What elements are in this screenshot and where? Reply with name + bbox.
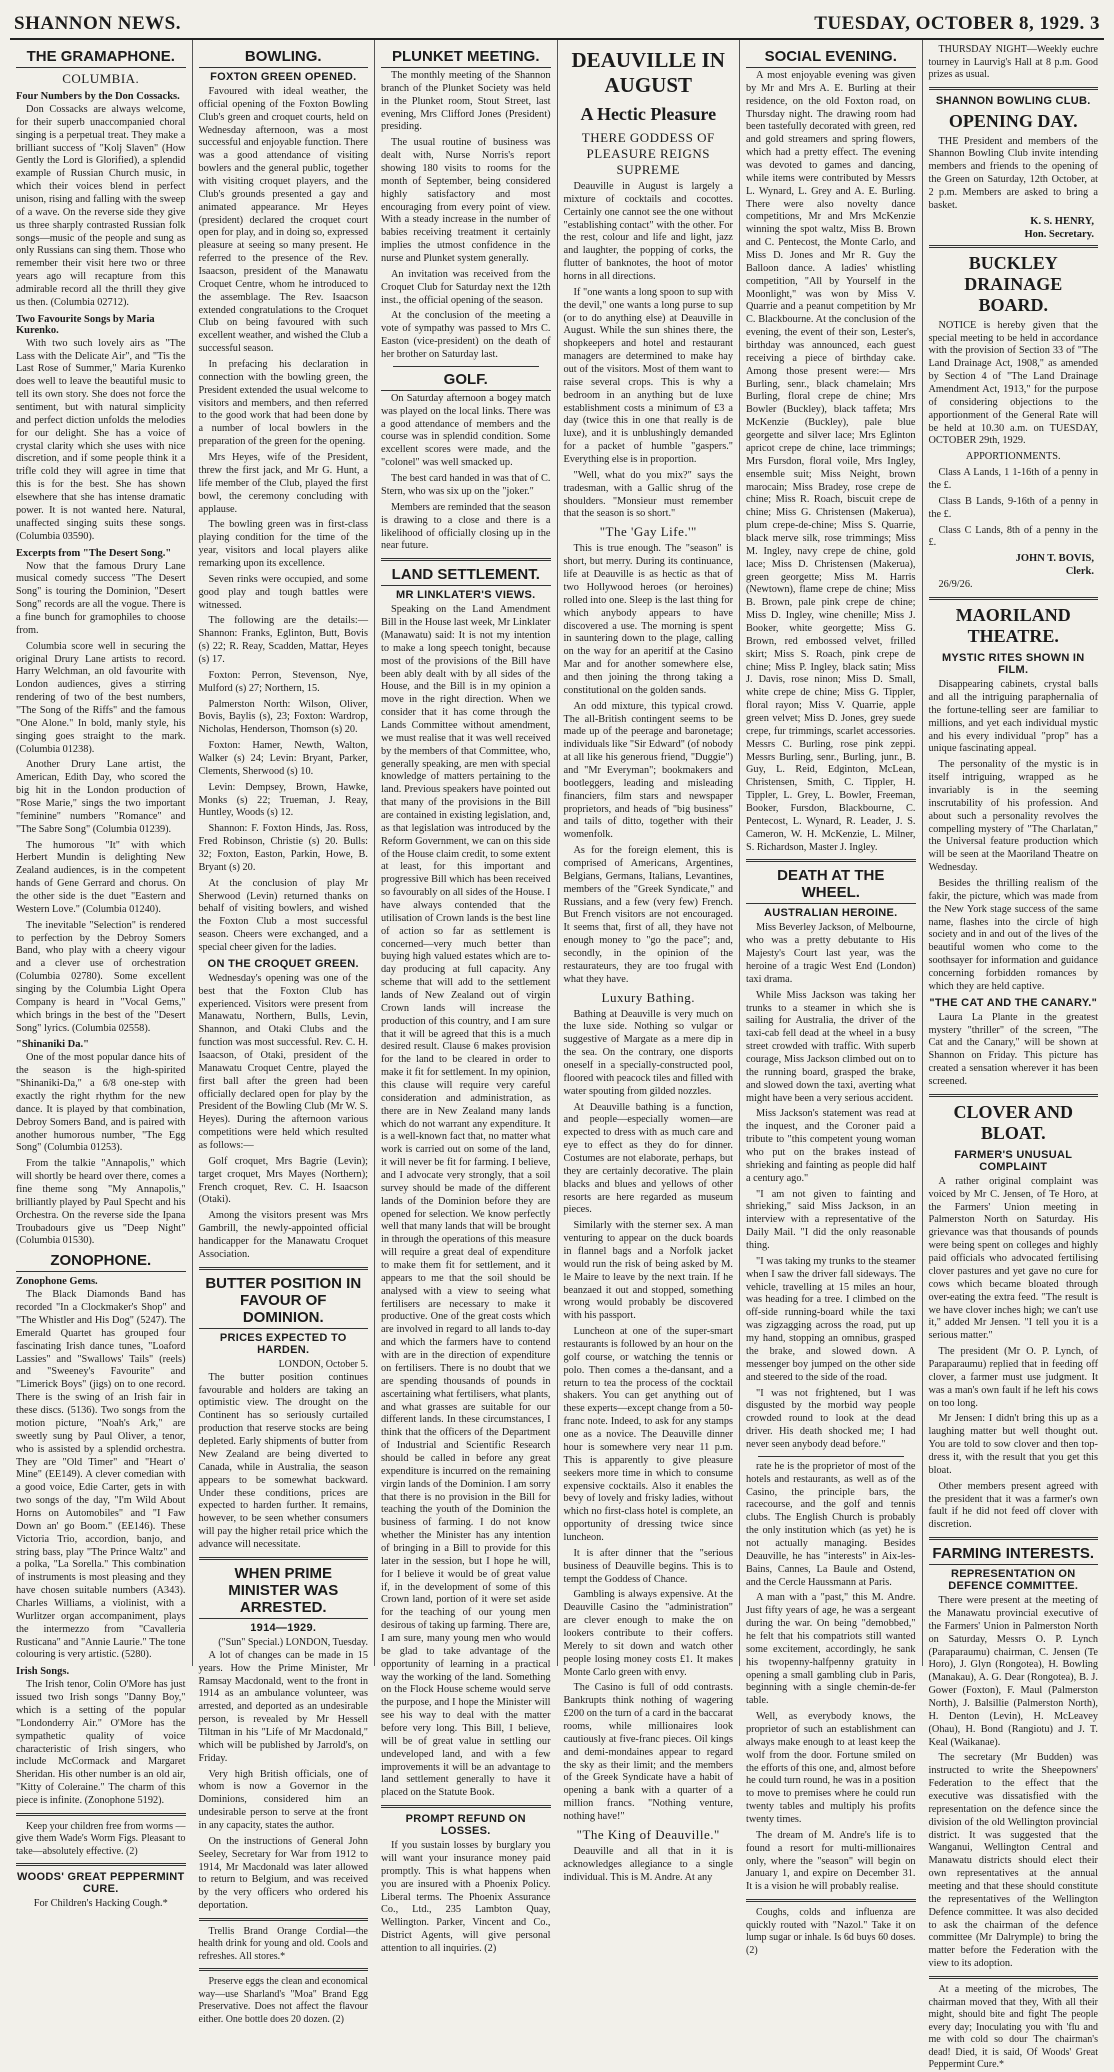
golf-heading: GOLF.	[381, 371, 551, 391]
gramaphone-heading: THE GRAMAPHONE.	[16, 48, 186, 68]
divider	[929, 597, 1099, 600]
article-paragraph: Class A Lands, 1 1-16th of a penny in the £.	[928, 467, 1098, 491]
prime-minister-heading: WHEN PRIME MINISTER WAS ARRESTED.	[199, 1565, 369, 1619]
article-subtitle: "Shinaniki Da."	[16, 1039, 89, 1051]
signature-title: Hon. Secretary.	[1024, 228, 1094, 240]
divider	[929, 1537, 1099, 1540]
article-paragraph: Shannon: F. Foxton Hinds, Jas. Ross, Fred Robinson, Christie (s) 20. Bulls: 32; Foxton, Easton, Parkin, Howe, B. Bryant (s) 20.	[198, 823, 368, 873]
column-5	[740, 40, 923, 1956]
article-paragraph: NOTICE is hereby given that the special meeting to be held in accordance with the provision of Section 33 of "The Land Drainage Act, 1908," as amended by Section 4 of "The Land Drainage Amendment Act, 1913," for the purpose of considering objections to the apportionment of the General Rate will be held at 10.30 a.m. on TUESDAY, OCTOBER 29th, 1929.	[928, 319, 1098, 447]
plunket-heading: PLUNKET MEETING.	[381, 48, 551, 68]
deauville-subheading: A Hectic Pleasure	[580, 104, 717, 124]
masthead	[10, 6, 1104, 40]
article-paragraph: The best card handed in was that of C. Stern, who was six up on the "joker."	[381, 473, 551, 497]
article-paragraph: Miss Beverley Jackson, of Melbourne, who was a pretty debutante to His Majesty's Court last year, was the heroine of a tragic West End (London) taxi drama.	[746, 922, 916, 985]
article-paragraph: A rather original complaint was voiced by Mr C. Jensen, of Te Horo, at the Farmers' Union meeting in Palmerston North on Saturday. His grievance was that thousands of pounds were being spent on colleges and highly paid officials who advocated fertilising clover pastures and yet gave no cure for cows which became bloated through over-eating the extra feed. "The result is we have clover inches high; we can't use it," added Mr Jensen. "I tell you it is a serious matter."	[928, 1175, 1098, 1342]
article-paragraph: rate he is the proprietor of most of the hotels and restaurants, as well as of the Casino, the principle bars, the racecourse, and the golf and tennis clubs. The English Church is probably the only institution which (as yet) he is not actually managing. Besides Deauville, he has "interests" in Aix-les-Bains, Cannes, La Baule and Ostend, and the Cercle Haussmann at Paris.	[746, 1460, 916, 1588]
divider	[929, 1094, 1099, 1097]
divider	[199, 1557, 369, 1560]
article-paragraph: Wednesday's opening was one of the best that the Foxton Club has experienced. Visitors were present from Manawatu, Northern, Bulls, Levin, Shannon, and Otaki Clubs and the function was most successful. Rev. C. H. Isaacson, of Otaki, president of the Manawatu Croquet Centre, played the first ball after the green had been officially declared open for play by the President of the Bowling Club (Mr W. S. Heyes). During the afternoon various competitions were held which resulted as follows:—	[198, 972, 368, 1152]
divider	[929, 245, 1099, 248]
columns	[10, 40, 1104, 2071]
drainage-board-heading: BUCKLEY DRAINAGE BOARD.	[964, 252, 1063, 315]
prime-minister-subheading: 1914—1929.	[250, 1621, 317, 1634]
article-paragraph: With two such lovely airs as "The Lass with the Delicate Air", and "Tis the Last Rose of Summer," Maria Kurenko does well to leave the beautiful music to tell its own story. She does not force the sentiment, but with natural simplicity and perfect diction unfolds the melodies for our delight. She has a voice of crystal clarity which she uses with nice discretion, and if some people think it a trifle cold they will agree in time that this is for the best. She has shown elsewhere that she has intense dramatic power. It is not wanted here. Natural, unaffected singing suits these songs. (Columbia 03590).	[16, 337, 186, 542]
cat-canary-subheading: "THE CAT AND THE CANARY."	[929, 996, 1098, 1009]
article-paragraph: "I was taking my trunks to the steamer when I saw the driver fall sideways. The vehicle, travelling at 15 miles an hour, was heading for a tree. I climbed on the off-side running-board while the taxi was zigzagging across the road, put up my hand, stopping an omnibus, grasped the brake, and slowed down. A messenger boy jumped on the other side and steered to the side of the road.	[746, 1255, 916, 1383]
advert-moa: Preserve eggs the clean and economical way—use Sharland's "Moa" Brand Egg Preservative. Does not affect the flavour either. One bottle does 20 dozen. (2)	[198, 1976, 368, 2025]
article-paragraph: Other members present agreed with the president that it was a farmer's own fault if he did not feed off clover with discretion.	[928, 1480, 1098, 1531]
article-paragraph: The secretary (Mr Budden) was instructed to write the Sheepowners' Federation to the effect that the executive was dissatisfied with the representation on the defence since the division of the old Wellington provincial district. It was suggested that the Wanganui, Wellington Central and Manawatu districts should elect their own representatives at the annual meeting and that these should constitute the representatives of the Wellington Defence committee. It was also decided to ask the chairman of the defence committee (Mr Dalrymple) to bring the matter before the Federation with the view to its adoption.	[928, 1752, 1098, 1970]
article-paragraph: Deauville and all that in it is acknowledges allegiance to a single individual. This is M. Andre. At any	[563, 1845, 733, 1883]
divider	[16, 1863, 186, 1866]
bowling-subheading: FOXTON GREEN OPENED.	[210, 71, 357, 83]
article-paragraph: Don Cossacks are always welcome, for their superb unaccompanied choral singing is a perpetual treat. They make a brilliant success of "Kolj Slaven" (How Gently the Lord is Glorified), a splendid example of Russian Church music, in which their voices blend in perfect unison, rising and falling with the sweep of a wave. On the reverse side they give us three sharply contrasted Russian folk songs—music of the people and sung as only Russians can sing them. Those who remember their visit here two or three years ago will recapture from this admirable record all the thrill they give us then. (Columbia 02712).	[16, 104, 186, 308]
article-paragraph: One of the most popular dance hits of the season is the high-spirited "Shinaniki-Da," a 6/8 one-step with exactly the right rhythm for the new dance. It is played by that combination, Debroy Somers Band, and is paired with another humorous number, "The Egg Song" (Columbia 01253).	[16, 1052, 186, 1154]
column-1	[10, 40, 193, 1910]
article-paragraph: Besides the thrilling realism of the fakir, the picture, which was made from the New York stage success of the same name, flashes into the circle of high society and in and out of the lives of the beautiful women who come to the soothsayer for information and guidance concerning forbidden romances by which they are held captive.	[928, 878, 1098, 992]
article-paragraph: At Deauville bathing is a function, and people—especially women—are expected to dress with as much care and eye to effect as they do for dinner. Costumes are not elaborate, perhaps, but they are certainly decorative. The plain blacks and blues and yellows of other resorts are here regarded as museum pieces.	[563, 1101, 733, 1216]
article-paragraph: A lot of changes can be made in 15 years. How the Prime Minister, Mr Ramsay Macdonald, went to the front in 1914 as an ambulance volunteer, was arrested, and deported as an undesirable person, is revealed by Mr Hessell Tiltman in his "Life of Mr Macdonald," which will be published by Jarrold's, on Friday.	[198, 1649, 368, 1764]
death-at-wheel-heading: DEATH AT THE WHEEL.	[746, 867, 916, 904]
divider	[16, 1813, 186, 1816]
bowling-heading: BOWLING.	[199, 48, 369, 68]
divider	[758, 1456, 904, 1457]
article-paragraph: As for the foreign element, this is comprised of Americans, Argentines, Belgians, Germans, Italians, Levantines, members of the "Greek Syndicate," and Russians, and a few (very few) French. But French visitors are not encouraged. It seems that, first of all, they have not enough money to "go the pace"; and, secondly, in the opinion of the restaurateurs, they are too frugal with what they have.	[563, 845, 733, 985]
zonophone-heading: ZONOPHONE.	[16, 1252, 186, 1272]
article-paragraph: The Casino is full of odd contrasts. Bankrupts think nothing of wagering £200 on the turn of a card in the baccarat rooms, while millionaires look cautiously at five-franc pieces. Oil kings and demi-mondaines appear to regard the sky as their limit; and the members of the Greek Syndicate have a habit of opening a bank with a quarter of a million francs. "Nothing venture, nothing have!"	[563, 1682, 733, 1822]
article-paragraph: This is true enough. The "season" is short, but merry. During its continuance, life at Deauville is as hectic as that of two Hollywood heroes (or heroines) rolled into one. Sleep is the last thing for which anybody appears to have discovered a use. The morning is spent in sauntering down to the plage, calling on the way for an aperitif at the Casino Mar and for another somewhere else, and then joining the throng taking a constitutional on the golden sands.	[563, 543, 733, 696]
article-paragraph: Luncheon at one of the super-smart restaurants is followed by an hour on the golf course, or watching the tennis or polo. Then comes a the-dansant, and a return to tea the process of the cocktail shakers. You can get anything out of these experts—except change from a 50-franc note. Indeed, to ask for any stamps one as a novice. The Deauville dinner hour is somewhere very near 11 p.m. This is apparently to give pleasure seekers more time in which to consume expensive cocktails. Also it enables the bevy of lovely and frisky ladies, without which no first-class hotel is complete, an opportunity of dressing twice since luncheon.	[563, 1326, 733, 1543]
article-paragraph: At the conclusion of play Mr Sherwood (Levin) returned thanks on behalf of visiting bowlers, and wished the Foxton Club a most successful season. Cheers were exchanged, and a special cheer given for the ladies.	[198, 877, 368, 953]
deauville-tagline: THERE GODDESS OF PLEASURE REIGNS SUPREME	[581, 130, 715, 177]
divider	[381, 558, 551, 561]
article-paragraph: If you sustain losses by burglary you will want your insurance money paid promptly. This is what happens when you are insured with a Phoenix Policy. Liberal terms. The Phoenix Assurance Co., Ltd., 235 Lambton Quay, Wellington. Parker, Vincent and Co., District Agents, will give personal attention to all inquiries. (2)	[381, 1840, 551, 1955]
article-subtitle: Irish Songs.	[16, 1666, 70, 1678]
article-paragraph: On the instructions of General John Seeley, Secretary for War from 1912 to 1914, Mr Macdonald was later allowed to return to Belgium, and was received by the very officers who ordered his deportation.	[198, 1835, 368, 1912]
article-subtitle: Zonophone Gems.	[16, 1276, 98, 1288]
article-paragraph: "I was not frightened, but I was disgusted by the morbid way people crowded round to look at the dead driver. His death shocked me; I had never seen anybody dead before."	[746, 1387, 916, 1450]
column-4	[558, 40, 741, 1883]
maoriland-subheading: MYSTIC RITES SHOWN IN FILM.	[941, 652, 1085, 677]
article-paragraph: The Irish tenor, Colin O'More has just issued two Irish songs "Danny Boy," which is a setting of the popular "Londonderry Air." O'More has the sympathetic quality of voice characteristic of Irish singers, who include McCormack and Margaret Sheridan. His other number is an old air, "Kitty of Coleraine." The charm of this piece is infinite. (Zonophone 5192).	[16, 1679, 186, 1806]
divider	[929, 87, 1099, 90]
butter-subheading: PRICES EXPECTED TO HARDEN.	[219, 1331, 347, 1356]
advert-woods-title: WOODS' GREAT PEPPERMINT CURE.	[16, 1871, 185, 1896]
article-paragraph: Similarly with the sterner sex. A man venturing to appear on the duck boards in flannel bags and a Norfolk jacket would run the risk of being asked by M. le Maire to leave by the next train. If he beanzaed it out and stopped, something wrong would probably be discovered with his passport.	[563, 1220, 733, 1322]
article-paragraph: Columbia score well in securing the original Drury Lane artists to record. Harry Welchman, an old favourite with London audiences, gives a stirring rendering of two of the best numbers, "The Song of the Riffs" and the famous "One Alone." In bold, manly style, his singing goes straight to the mark. (Columbia 01238).	[16, 640, 186, 755]
article-subtitle: Excerpts from "The Desert Song."	[16, 547, 172, 559]
article-paragraph: Class C Lands, 8th of a penny in the £.	[928, 524, 1098, 549]
apportionments-label: APPORTIONMENTS.	[965, 451, 1061, 463]
land-settlement-heading: LAND SETTLEMENT.	[381, 566, 551, 586]
farming-interests-subheading: REPRESENTATION ON DEFENCE COMMITTEE.	[948, 1568, 1079, 1593]
article-paragraph: The president (Mr O. P. Lynch, of Paraparaumu) replied that in feeding off clover, a farmer must use judgment. It was a man's own fault if he left his cows on too long.	[928, 1346, 1098, 1409]
clover-bloat-heading: CLOVER AND BLOAT.	[953, 1101, 1073, 1143]
article-paragraph: Well, as everybody knows, the proprietor of such an establishment can always make enough to at least keep the wolf from the door. Fortune smiled on the efforts of this one, and, almost before he could turn round, he was in a position to move to premises where he could run twenty tables and multiply his profits twenty times.	[746, 1711, 916, 1825]
divider	[393, 366, 539, 367]
article-paragraph: Palmerston North: Wilson, Oliver, Bovis, Baylis (s), 23; Foxton: Wardrop, Nicholas, Henderson, Thomson (s) 20.	[198, 698, 368, 736]
article-paragraph: It is after dinner that the "serious business of Deauville begins. This is to tempt the Goddess of Chance.	[563, 1547, 733, 1585]
article-paragraph: Another Drury Lane artist, the American, Edith Day, who scored the big hit in the London production of "Rose Marie," sings the two important "feminine" numbers "Romance" and "The Sabre Song" (Columbia 01239).	[16, 759, 186, 835]
opening-day-heading: OPENING DAY.	[948, 110, 1078, 131]
article-paragraph: Mrs Heyes, wife of the President, threw the first jack, and Mr G. Hunt, a life member of the Club, played the first bowl, the ceremony concluding with applause.	[198, 452, 368, 515]
butter-heading: BUTTER POSITION IN FAVOUR OF DOMINION.	[199, 1275, 369, 1329]
refund-heading: PROMPT REFUND ON LOSSES.	[405, 1813, 526, 1838]
article-paragraph: Laura La Plante in the greatest mystery "thriller" of the screen, "The Cat and the Canary," will be shown at Shannon on Friday. This picture has created a sensation wherever it has been screened.	[928, 1011, 1098, 1088]
signature: JOHN T. BOVIS,	[1015, 553, 1094, 565]
article-paragraph: From the talkie "Annapolis," which will shortly be heard over there, comes a fine theme song "My Annapolis," brilliantly played by Paul Specht and his Orchestra. On the reverse side the Ipana Troubadours give us "Deep Night" (Columbia 01530).	[16, 1158, 186, 1247]
article-paragraph: Deauville in August is largely a mixture of cocktails and cocottes. Certainly one cannot see the one without "establishing contact" with the other. For the rest, colour and life and light, jazz and laughter, the popping of corks, the flutter of banknotes, the hoot of motor horns in all directions.	[563, 181, 733, 283]
issue-date: TUESDAY, OCTOBER 8, 1929. 3	[814, 13, 1100, 34]
article-paragraph: Golf croquet, Mrs Bagrie (Levin); target croquet, Mrs Mayes (Northern); French croquet, Rev. C. H. Isaacson (Otaki).	[198, 1155, 368, 1206]
column-3	[375, 40, 558, 1955]
article-paragraph: The personality of the mystic is in itself intriguing, wrapped as he invariably is in the seeming inscrutability of his profession. And about such a personality revolves the compelling mystery of "The Charlatan," the Universal feature production which will be seen at the Maoriland Theatre on Wednesday.	[928, 759, 1098, 874]
article-paragraph: Levin: Dempsey, Brown, Hawke, Monks (s) 22; Trueman, J. Reay, Huntley, Woods (s) 12.	[198, 781, 368, 819]
column-2	[193, 40, 376, 2025]
column-6	[923, 40, 1105, 2071]
article-paragraph: Among the visitors present was Mrs Gambrill, the newly-appointed official handicapper for the Manawatu Croquet Association.	[198, 1210, 368, 1260]
article-paragraph: Very high British officials, one of whom is now a Governor in the Dominions, considered him an undesirable person to serve at the front in any capacity, states the author.	[198, 1768, 368, 1831]
article-subtitle: Two Favourite Songs by Maria Kurenko.	[16, 313, 155, 336]
article-paragraph: The bowling green was in first-class playing condition for the time of the year, visitors and local players alike remarking upon its excellence.	[198, 519, 368, 569]
article-paragraph: A man with a "past," this M. Andre. Just fifty years of age, he was a sergeant during the war. On being "demobbed," he felt that his compatriots still wanted some excitement, accordingly, he sank his twopenny-halfpenny gratuity in opening a small gambling club in Paris, beginning with a single chemin-de-fer table.	[746, 1592, 916, 1707]
article-paragraph: On Saturday afternoon a bogey match was played on the local links. There was a good attendance of members and the course was in splendid condition. Some excellent scores were made, and the "colonel" was well smacked up.	[381, 392, 551, 469]
signature: K. S. HENRY,	[1030, 215, 1094, 227]
divider	[746, 859, 916, 862]
article-paragraph: If "one wants a long spoon to sup with the devil," one wants a long purse to sup (or to do anything else) at Deauville in August. While the sun shines there, the shopkeepers and hotel and restaurant managers are determined to make hay out of the visitors. Most of them want to raise several crops. This is why a bedroom in an anything but de luxe establishment costs a minimum of £3 a day (twice this in one that really is de luxe), and it is unblushingly demanded for a packet of humble "gaspers." Everything else is in proportion.	[563, 286, 733, 466]
article-subtitle: Four Numbers by the Don Cossacks.	[16, 91, 180, 102]
article-paragraph: THE President and members of the Shannon Bowling Club invite intending members and friends to the opening of the Green on Saturday, 12th October, at 2 p.m. Members are asked to bring a basket.	[928, 135, 1098, 211]
article-paragraph: Foxton: Hamer, Newth, Walton, Walker (s) 24; Levin: Bryant, Parker, Clements, Sherwood (s) 10.	[198, 740, 368, 777]
advert-nazol: Coughs, colds and influenza are quickly routed with "Nazol." Take it on lump sugar or inhale. Is 6d buys 60 doses. (2)	[746, 1907, 916, 1956]
farming-interests-heading: FARMING INTERESTS.	[929, 1545, 1099, 1565]
article-paragraph: Gambling is always expensive. At the Deauville Casino the "administration" are clever enough to make the on lookers contribute to their coffers. Merely to sit down and watch other people losing money costs £1. It makes Monte Carlo green with envy.	[563, 1589, 733, 1678]
article-paragraph: Foxton: Perron, Stevenson, Nye, Mulford (s) 27; Northern, 15.	[198, 669, 368, 694]
article-paragraph: Speaking on the Land Amendment Bill in the House last week, Mr Linklater (Manawatu) said: It is not my intention to make a long speech tonight, because most of the provisions of the Bill have been ably dealt with by all sides of the House, and the Bill is in my opinion a move in the right direction. When we consider that it has come through the Lands Committee without amendment, we must realise that it was well received by the members of that Committee, who, generally speaking, are men with special knowledge of matters pertaining to the land. Previous speakers have pointed out that many of the provisions in the Bill are contained in existing legislation, and, as that legislation was introduced by the Reform Government, we can on this side of the House claim credit, to some extent at least, for this important and progressive Bill which has been received so favourably on all sides of the House. I have always contended that the utilisation of Crown lands is the best line of action so far as settlement is concerned—very much better than buying high valued estates which are to-day producing at full capacity. Any scheme that will add to the settlement lands of New Zealand out of virgin Crown lands will increase the production of this country, and I am sure that it will be agreed that this is a much desired result. Clause 6 makes provision for the land to be cleared in order to make it fit for settlement. In my opinion, this clause will require very careful consideration and administration, as there are in New Zealand many lands which do not warrant any expenditure. It is a well-known fact that, no matter what work is carried out on some of the land, it will never be fit for farming. I believe, and I advocate very strongly, that a soil survey should be made of the different lands of the Dominion before they are opened for selection. We know perfectly well that many lands that will be brought in through the operations of this measure will require a great deal of expenditure to make them fit for settlement, and it appears to me that the soil should be analysed with a view to seeing what fertilisers are necessary to make it productive. One of the great costs which are involved in regard to all lands to-day and which the farmers have to contend with are in the direction of expenditure on fertilisers. There is no doubt that we are spending thousands of pounds in ascertaining what fertilisers, what plants, and what grasses are suitable for our different lands. In these circumstances, I think that the officers of the Department of Industrial and Scientific Research should be called in before any great expenditure is incurred on the remaining virgin lands of the Dominion. I am sorry that there is no provision in the Bill for teaching the youth of the Dominion the business of farming. I do not know whether the Minister has any intention of bringing in a Bill to provide for this later in the session, but I hope he will, for I believe it would be of great value if, in the development of some of this Crown land, portion of it were set aside for the teaching of our young men desirous of taking up farming. There are, I am sure, many young men who would be glad to take advantage of the opportunity of learning in a practical way the working of the land. Something on the Flock House scheme would serve the purpose, and I hope the Minister will see his way to deal with the matter before very long. This Bill, I believe, will be of great value in settling our undeveloped land, and with a few improvements it will be an advantage to land settlement generally to have it placed on the Statute Book.	[381, 604, 551, 1799]
euchre-notice: THURSDAY NIGHT—Weekly euchre tourney in Laurvig's Hall at 8 p.m. Good prizes as usual.	[928, 44, 1098, 80]
article-paragraph: The Black Diamonds Band has recorded "In a Clockmaker's Shop" and "The Whistler and His Dog" (5247). The Emerald Quartet has grouped four fascinating Irish dance tunes, "Loaford Lassies" and "Swallows' Tails" (reels) and "Sweeney's Favourite" and "Limerick Boys" (jigs) on to one record. There is the swing of an Irish fair in these discs. (5136). Two songs from the motion picture, "Noah's Ark," are sweetly sung by Paul Oliver, a tenor, who is assisted by a splendid orchestra. They are "Old Timer" and "Heart o' Mine" (EE149). A clever comedian with a good voice, Edie Carter, gets in with two songs of the day, "I'm Wild About Horns on Automobiles" and "I Faw Down an' go Boom." (EE146). These Victoria Trio, accordion, banjo, and string bass, play "The Prince Waltz" and a polka, "La Sorella." This combination of instruments is most pleasing and they have chosen suitable numbers (A343). Charles Williams, a violinist, with a Wurlitzer organ accompaniment, plays the intermezzo from "Cavalleria Rusticana" and "Annie Laurie." The tone colouring is very artistic. (5280).	[16, 1289, 186, 1661]
gay-life-subheading: "The 'Gay Life.'"	[599, 524, 697, 540]
article-paragraph: Members are reminded that the season is drawing to a close and there is a likelihood of officially closing up in the near future.	[381, 501, 551, 552]
article-paragraph: The following are the details:— Shannon: Franks, Eglinton, Butt, Bovis (s) 22; R. Reay, Scadden, Mattar, Heyes (s) 17.	[198, 615, 368, 665]
article-paragraph: The usual routine of business was dealt with, Nurse Norris's report showing 180 visits to rooms for the month of September, being considered highly satisfactory and most encouraging from every point of view. With a steady increase in the number of babies receiving treatment it certainly implies the utmost confidence in the nurse and Plunket system generally.	[381, 137, 551, 265]
article-paragraph: The butter position continues favourable and holders are taking an optimistic view. The drought on the Continent has so seriously curtailed production that reserve stocks are being depleted. Early shipments of butter from New Zealand are being diverted to Canada, while in Australia, the season appears to be somewhat backward. Under these conditions, prices are expected to harden further. It remains, however, to be seen whether consumers will pay the higher retail price which the advance will necessitate.	[198, 1371, 368, 1550]
article-paragraph: The humorous "It" with which Herbert Mundin is delighting New Zealand audiences, is in the competent hands of Gene Gerrard and chorus. On the other side is the duet "Eastern and Western Love." (Columbia 01240).	[16, 839, 186, 915]
death-at-wheel-subheading: AUSTRALIAN HEROINE.	[764, 907, 898, 920]
advert-microbes-verse: At a meeting of the microbes, The chairman moved that they, With all their might, should bite and fight The people every day; Inoculating you with 'flu and me with cold so dour The chairman's dead! Died, it is said, Of Woods' Great Peppermint Cure.*	[928, 1984, 1098, 2071]
croquet-subheading: ON THE CROQUET GREEN.	[207, 957, 359, 970]
article-paragraph: Disappearing cabinets, crystal balls and all the intriguing paraphernalia of the fortune-telling seer are familiar to millions, and yet each individual mystic and his every individual "prop" has a unique fascinating appeal.	[928, 679, 1098, 755]
signature-title: Clerk.	[1065, 566, 1094, 578]
divider	[199, 1918, 369, 1921]
advert-woods-text: For Children's Hacking Cough.*	[33, 1898, 168, 1910]
divider	[746, 1899, 916, 1902]
article-paragraph: While Miss Jackson was taking her trunks to a steamer in which she is sailing for Australia, the driver of the taxi-cab fell dead at the wheel in a busy street crowded with traffic. With superb courage, Miss Jackson climbed out on to the running board, grasped the brake, and slowed down the taxi, averting what might have been a very serious accident.	[746, 989, 916, 1104]
dateline: ("Sun" Special.) LONDON, Tuesday.	[218, 1636, 368, 1648]
article-paragraph: At the conclusion of the meeting a vote of sympathy was passed to Mrs C. Easton (vice-president) on the death of her brother on Saturday last.	[381, 310, 551, 361]
advert-trellis: Trellis Brand Orange Cordial—the health drink for young and old. Cools and refreshes. All stores.*	[198, 1925, 368, 1962]
luxury-bathing-subheading: Luxury Bathing.	[601, 989, 695, 1005]
divider	[381, 1805, 551, 1808]
article-paragraph: Mr Jensen: I didn't bring this up as a laughing matter but well thought out. You are told to sow clover and then top-dress it, with the result that you get this bloat.	[928, 1413, 1098, 1476]
land-settlement-subheading: MR LINKLATER'S VIEWS.	[396, 589, 536, 602]
article-paragraph: "Well, what do you mix?" says the tradesman, with a Gallic shrug of the shoulders. "Monsieur must remember that the season is so short."	[563, 469, 733, 520]
article-paragraph: The inevitable "Selection" is rendered to perfection by the Debroy Somers Band, who play with a cheery vigour and a clever use of orchestration (Columbia 02780). Some excellent singing by the Columbia Light Opera Company is heard in "Vocal Gems," which brings in the best of the "Desert Song" lyrics. (Columbia 02558).	[16, 919, 186, 1034]
article-paragraph: Miss Jackson's statement was read at the inquest, and the Coroner paid a tribute to "this competent young woman who put on the brakes instead of shrieking and fainting as people did half a century ago."	[746, 1108, 916, 1184]
article-paragraph: Seven rinks were occupied, and some good play and tough battles were witnessed.	[198, 573, 368, 611]
article-paragraph: "I am not given to fainting and shrieking," said Miss Jackson, in an interview with a representative of the Daily Mail. "I did the only reasonable thing.	[746, 1188, 916, 1252]
notice-date: 26/9/26.	[938, 579, 973, 591]
divider	[199, 1968, 369, 1971]
clover-bloat-subheading: FARMER'S UNUSUAL COMPLAINT	[954, 1148, 1073, 1173]
divider	[199, 1267, 369, 1270]
bowling-club-heading: SHANNON BOWLING CLUB.	[935, 94, 1091, 107]
maoriland-heading: MAORILAND THEATRE.	[955, 605, 1071, 647]
article-paragraph: A most enjoyable evening was given by Mr and Mrs A. E. Burling at their residence, on the old Foxton road, on Thursday night. The drawing room had been tastefully decorated with green, red and gold streamers and spring flowers, which had a pretty effect. The evening was devoted to games and dancing, while items were contributed by Messrs L. Wynard, L. Grey and A. E. Burling. There were also novelty dance competitions, Mr and Mrs McKenzie winning the spot waltz, Miss B. Brown and C. Pentecost, the Monte Carlo, and Miss D. Jones and Mr R. Guy the Balloon dance. A ladies' whistling competition, "All by Yourself in the Moonlight," was won by Miss V. Quarrie and a peanut competition by Mr C. Blackbourne. At the conclusion of the evening, the event of their son, Lester's, birthday was announced, each guest receiving a piece of birthday cake. Among those present were:— Mrs Burling, senr., black chamelain; Mrs Burling, floral crepe de chine; Mrs Bowler (Buckley), black taffeta; Mrs McKenzie (Buckley), pale blue georgette and silver lace; Mrs Eglinton apricot crepe de chine, lace trimmings; Mrs Fursdon, floral voile, Mrs Ingley, ensemble suit; Miss Neight, brown marocain; Miss Bradey, rose crepe de chine; Miss R. Roach, biscuit crepe de chine; Miss G. Christensen (Makerua), plum crepe-de-chine; Miss S. Quarrie, black merve silk, rose trimmings; Miss M. Ingley, navy crepe de chine, gold lace; Miss D. Christensen (Makerua), green georgette; Miss M. Harris (Newtown), flame crepe de chine; Miss B. Brown, pale pink crepe de chine; Miss D. Ingley, wine chenille; Miss J. Booker, white georgette; Miss G. Brown, red embossed velvet, frilled skirt; Miss S. Roach, pink crepe de chine; Miss P. Ingley, black satin; Miss J. Davis, rose ninon; Miss D. Small, white crepe de chine; Miss G. Tippler, floral rayon; Miss V. Quarrie, apple green velvet; Miss D. Jones, grey suede crepe, fur trimmings, scarlet accessories. Messrs C. Burling, rose pink zeppi. Messrs Burling, senr., Burling, junr., B. Guy, L. Reid, Edginton, McLean, Christensen, Smith, C. Tippler, H. Tippler, L. Grey, L. Bowler, Freeman, Booker, Fursdon, Blackbourne, C. Pentecost, L. Wynard, R. Leader, J. S. Cameron, W. H. McKenzie, L. Milner, S. Richardson, Master J. Ingley.	[746, 70, 916, 853]
article-paragraph: An odd mixture, this typical crowd. The all-British contingent seems to be made up of the peerage and baronetage; individuals like "Sir Edward" (of nobody at all like his generous friend, "Duggie") and "Mr Everyman"; bookmakers and bootleggers, leading and misleading financiers, film stars and newspaper proprietors, and heads of "big business" and tails of ditto, together with their womenfolk.	[563, 700, 733, 841]
divider	[929, 1976, 1099, 1979]
advert-worm-figs: Keep your children free from worms —give them Wade's Worm Figs. Pleasant to take—absolutely effective. (2)	[16, 1820, 186, 1857]
paper-name: SHANNON NEWS.	[14, 13, 181, 34]
article-paragraph: An invitation was received from the Croquet Club for Saturday next the 12th inst., the official opening of the season.	[381, 268, 551, 306]
deauville-heading: DEAUVILLE IN AUGUST	[571, 48, 725, 97]
article-paragraph: Bathing at Deauville is very much on the luxe side. Nothing so vulgar or suggestive of Margate as a mere dip in the sea. On the contrary, one disports oneself in a specially-constructed pool, floored with peacock tiles and filled with water spouting from gilded nozzles.	[563, 1008, 733, 1097]
article-paragraph: The monthly meeting of the Shannon branch of the Plunket Society was held in the Plunket room, Stout Street, last evening, Mrs Clifford Jones (President) presiding.	[381, 70, 551, 133]
article-paragraph: The dream of M. Andre's life is to found a resort for multi-millionaires only, where the "season" will begin on January 1, and expire on December 31. It is a vision he will probably realise.	[746, 1829, 916, 1893]
social-evening-heading: SOCIAL EVENING.	[746, 48, 916, 68]
article-paragraph: In prefacing his declaration in connection with the bowling green, the President extended the usual welcome to visitors and members, and then referred to the good work that had been done by a number of local bowlers in the preparation of the green for the opening.	[198, 359, 368, 448]
article-paragraph: There were present at the meeting of the Manawatu provincial executive of the Farmers' Union in Palmerston North on Saturday, Messrs O. P. Lynch (Paraparaumu) chairman, C. Jensen (Te Horo), J. Glyn (Rongotea), H. Bowling (Manakau), A. G. Dear (Rongotea), B. J. Gower (Foxton), F. Maul (Palmerston North), J. Balsillie (Palmerston North), H. Denton (Levin), H. McLeavey (Ohau), H. Bond (Rangiotu) and J. T. Keal (Waikanae).	[928, 1595, 1098, 1748]
king-of-deauville-subheading: "The King of Deauville."	[576, 1826, 720, 1842]
article-paragraph: Favoured with ideal weather, the official opening of the Foxton Bowling Club's green and croquet courts, held on Wednesday afternoon, was a most successful and enjoyable function. There was a good attendance of visiting bowlers and the general public, together with visiting croquet players, and the Club's grounds presented a gay and animated appearance. Mr Heyes (president) declared the croquet court open for play, and in doing so, expressed pleasure at seeing so many present. He referred to the presence of the Rev. Isaacson, president of the Manawatu Croquet Centre, whom he introduced to the assemblage. The Rev. Isaacson extended congratulations to the Croquet Club on being favoured with such excellent weather, and wished the Club a successful season.	[198, 86, 368, 355]
article-paragraph: Now that the famous Drury Lane musical comedy success "The Desert Song" is touring the Dominion, "Desert Song" records are all the vogue. There is a fine bunch for gramophiles to choose from.	[16, 560, 186, 636]
article-paragraph: Class B Lands, 9-16th of a penny in the £.	[928, 495, 1098, 520]
dateline: LONDON, October 5.	[278, 1358, 368, 1370]
columbia-subheading: COLUMBIA.	[62, 71, 140, 86]
